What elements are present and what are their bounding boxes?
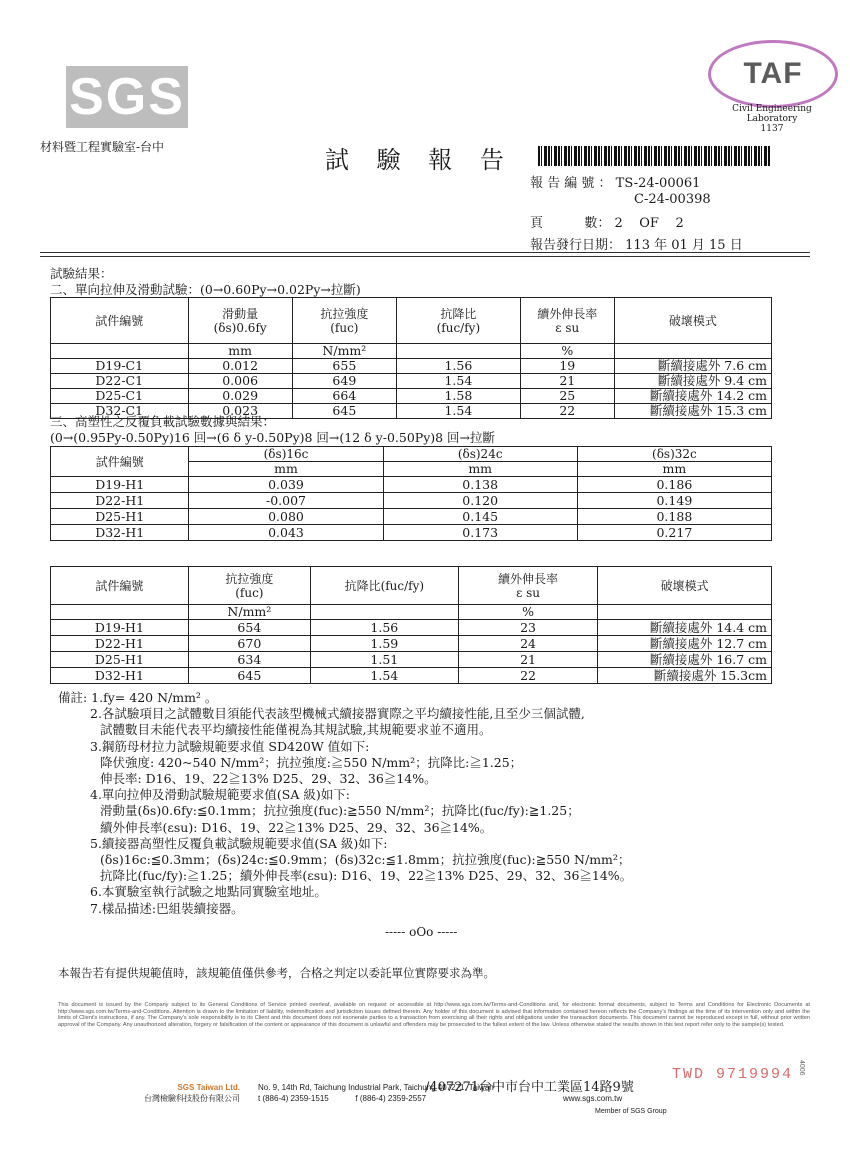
col-header: 抗拉強度 (fuc) <box>188 567 310 605</box>
col-header: 續外伸長率 ε su <box>458 567 598 605</box>
footer-member: Member of SGS Group <box>595 1108 667 1115</box>
table-row: D22-H1 670 1.59 24 斷續接處外 12.7 cm <box>51 636 772 652</box>
footer-address: No. 9, 14th Rd, Taichung Industrial Park, Taichung 407271, Taiwan t (886-4) 2359-1515 f (886-4) 2359-2557 <box>258 1083 494 1103</box>
lab-name: 材料暨工程實驗室-台中 <box>40 140 165 154</box>
col-header: 試件編號 <box>51 298 189 344</box>
barcode <box>538 146 770 166</box>
table-row: D22-C1 0.006 649 1.54 21 斷續接處外 9.4 cm <box>51 374 772 389</box>
col-header: 破壞模式 <box>614 298 771 344</box>
note-line: 3.鋼筋母材拉力試驗規範要求值 SD420W 值如下: <box>90 738 370 754</box>
col-header: 續外伸長率 ε su <box>520 298 614 344</box>
note-line: 滑動量(δs)0.6fy:≦0.1mm；抗拉強度(fuc):≧550 N/mm²；抗降比(fuc/fy):≧1.25； <box>100 803 580 819</box>
col-header: (δs)16c <box>189 447 383 462</box>
col-header: 抗拉強度 (fuc) <box>292 298 396 344</box>
table-row: D19-C1 0.012 655 1.56 19 斷續接處外 7.6 cm <box>51 359 772 374</box>
table-row: D32-C1 0.023 645 1.54 22 斷續接處外 15.3 cm <box>51 404 772 419</box>
report-title: 試 驗 報 告 <box>325 146 514 174</box>
terms-fine-print: This document is issued by the Company subject to its General Conditions of Service printed overleaf, available on request or accessible at http://www.sgs.com.tw/Terms-and-Conditions and, for electronic format documents, subject to Terms and Conditions for Electronic Documents at http://www.sgs.com.tw/Terms-and-Conditions. Attention is drawn to the limitation of liability, indemnification and jurisdiction issues defined therein. Any holder of this document is advised that information contained hereon reflects the Company's findings at the time of its intervention only and within the limits of Client's instructions, if any. The Company's sole responsibility is to its Client and this document does not exonerate parties to a transaction from exercising all their rights and obligations under the transaction documents. This document cannot be reproduced except in full, without prior written approval of the Company. Any unauthorized alteration, forgery or falsification of the content or appearance of this document is unlawful and offenders may be prosecuted to the fullest extent of the law. Unless otherwise stated the results shown in this test report refer only to the sample(s) tested. <box>58 1002 810 1028</box>
table-row: D25-H1 0.080 0.145 0.188 <box>51 509 772 525</box>
section3-title: 三、高塑性之反覆負載試驗數據與結果： <box>50 414 276 429</box>
table-row: D22-H1 -0.007 0.120 0.149 <box>51 493 772 509</box>
section3-subtitle: (0→(0.95Py-0.50Py)16 回→(6 δ y-0.50Py)8 回→(12 δ y-0.50Py)8 回→拉斷 <box>50 430 496 445</box>
results-label: 試驗結果： <box>50 266 113 281</box>
cyclic-slip-table: 試件編號 (δs)16c (δs)24c (δs)32c mm mm mm D19-H1 0.039 0.138 0.186 D22-H1 -0.007 0.120 0.149 D25-H1 0.080 0.145 0.188 D32-H1 0.043 0.173 0.217 <box>50 446 772 541</box>
unit-cell: mm <box>188 344 292 359</box>
table-row: D32-H1 645 1.54 22 斷續接處外 15.3cm <box>51 668 772 684</box>
page-count: 頁 數： 2 OF 2 <box>530 216 684 231</box>
col-header: 試件編號 <box>51 447 189 477</box>
col-header: 破壞模式 <box>598 567 772 605</box>
cyclic-strength-table: 試件編號 抗拉強度 (fuc) 抗降比(fuc/fy) 續外伸長率 ε su 破壞模式 N/mm² % D19-H1 654 1.56 23 斷續接處外 14.4 cm D22-H1 670 1.59 24 斷續接處外 12.7 cm D25-H1 634 1.51 21 斷續接處外 16.7 cm D32-H1 645 1.54 22 斷續接處外 15.3cm <box>50 566 772 684</box>
unit-cell: % <box>520 344 614 359</box>
col-header: (δs)24c <box>383 447 577 462</box>
tension-slip-table <box>50 297 772 419</box>
end-mark: ----- oOo ----- <box>385 925 458 939</box>
footer-website: www.sgs.com.tw <box>563 1094 623 1103</box>
side-code: 4006 <box>798 1060 805 1076</box>
table-row: D19-H1 0.039 0.138 0.186 <box>51 477 772 493</box>
col-header: 抗降比(fuc/fy) <box>310 567 458 605</box>
col-header: 試件編號 <box>51 567 189 605</box>
note-line: 抗降比(fuc/fy):≧1.25；續外伸長率(εsu): D16、19、22≧13% D25、29、32、36≧14%。 <box>100 868 633 884</box>
note-line: 6.本實驗室執行試驗之地點同實驗室地址。 <box>90 884 327 900</box>
report-number-2: C-24-00398 <box>634 192 711 207</box>
note-line: 備註: 1.fy= 420 N/mm² 。 <box>58 690 218 705</box>
unit-cell: N/mm² <box>292 344 396 359</box>
footer-company: SGS Taiwan Ltd. 台灣檢驗科技股份有限公司 <box>144 1083 240 1103</box>
sgs-logo: SGS <box>66 66 188 128</box>
footer-address-zh: /407271台中市台中工業區14路9號 <box>425 1080 634 1095</box>
note-line: (δs)16c:≦0.3mm；(δs)24c:≦0.9mm；(δs)32c:≦1.8mm；抗拉強度(fuc):≧550 N/mm²； <box>100 852 631 868</box>
disclaimer: 本報告若有提供規範值時，該規範值僅供參考，合格之判定以委託單位實際要求為準。 <box>58 966 495 980</box>
report-number: 報 告 編 號 ： TS-24-00061 <box>530 176 701 191</box>
table-row: D32-H1 0.043 0.173 0.217 <box>51 525 772 541</box>
issue-date: 報告發行日期： 113 年 01 月 15 日 <box>530 238 743 253</box>
note-line: 降伏強度: 420~540 N/mm²；抗拉強度:≧550 N/mm²；抗降比:≧1.25； <box>100 754 523 770</box>
section2-title: 二、單向拉伸及滑動試驗：(0→0.60Py→0.02Py→拉斷) <box>50 282 361 297</box>
col-header: (δs)32c <box>577 447 771 462</box>
table-row: D25-H1 634 1.51 21 斷續接處外 16.7 cm <box>51 652 772 668</box>
taf-subtitle: Civil Engineering Laboratory 1137 <box>732 104 812 134</box>
serial-number: TWD 9719994 <box>672 1066 794 1083</box>
notes <box>58 690 818 917</box>
note-line: 續外伸長率(εsu): D16、19、22≧13% D25、29、32、36≧14%。 <box>100 819 493 835</box>
col-header: 滑動量 (δs)0.6fy <box>188 298 292 344</box>
note-line: 4.單向拉伸及滑動試驗規範要求值(SA 級)如下: <box>90 787 350 803</box>
table-row: D19-H1 654 1.56 23 斷續接處外 14.4 cm <box>51 620 772 636</box>
note-line: 2.各試驗項目之試體數目須能代表該型機械式續接器實際之平均續接性能,且至少三個試體, <box>90 706 585 722</box>
col-header: 抗降比 (fuc/fy) <box>396 298 520 344</box>
divider <box>40 252 810 257</box>
note-line: 伸長率: D16、19、22≧13% D25、29、32、36≧14%。 <box>100 771 437 787</box>
note-line: 7.樣品描述:巴組裝續接器。 <box>90 900 244 916</box>
note-line: 5.續接器高塑性反覆負載試驗規範要求值(SA 級)如下: <box>90 835 388 851</box>
table-row: D25-C1 0.029 664 1.58 25 斷續接處外 14.2 cm <box>51 389 772 404</box>
unit-cell <box>396 344 520 359</box>
note-line: 試體數目未能代表平均續接性能僅視為其規試驗,其規範要求並不適用。 <box>100 722 492 738</box>
taf-logo: TAF <box>708 40 838 108</box>
